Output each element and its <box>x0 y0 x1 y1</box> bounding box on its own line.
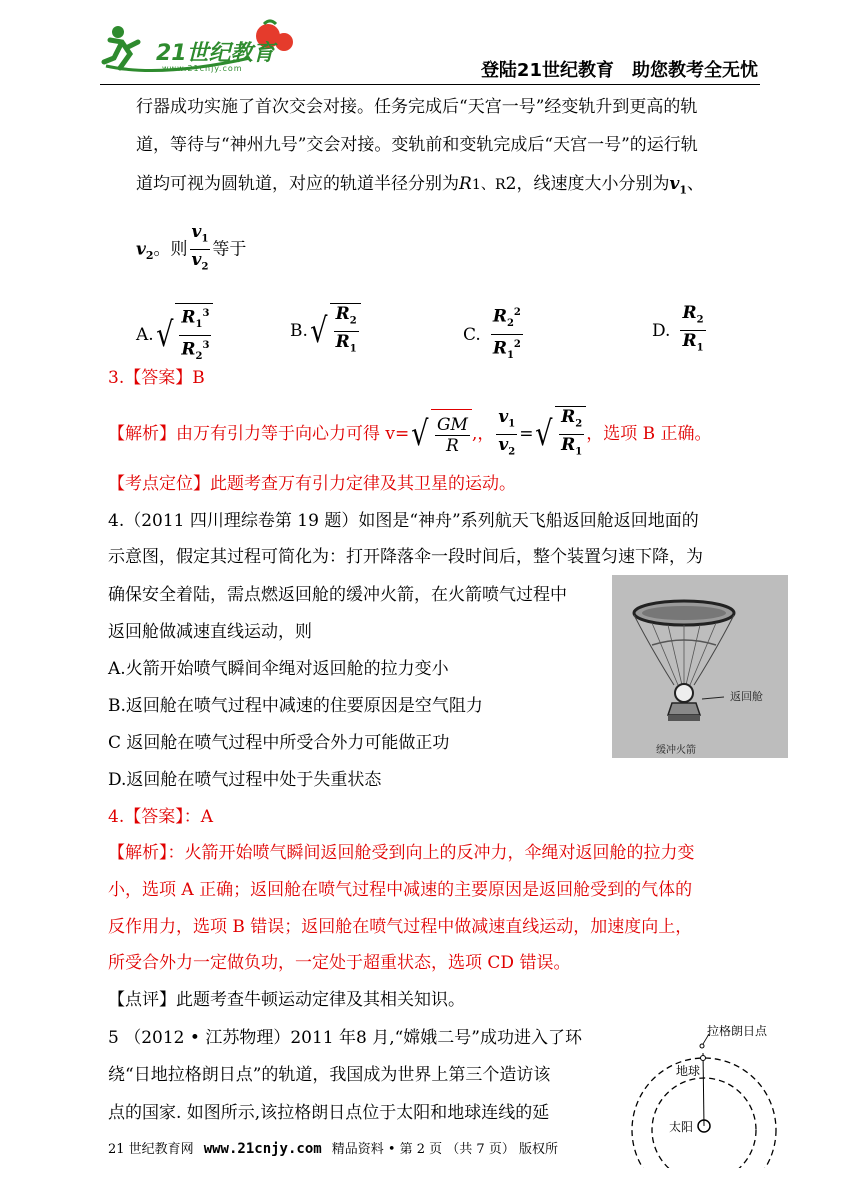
fig-label-earth: 地球 <box>676 1064 701 1078</box>
q4-analysis-line4: 所受合外力一定做负功，一定处于超重状态，选项 CD 错误。 <box>108 953 571 973</box>
fig-label-rocket: 缓冲火箭 <box>656 745 696 756</box>
parachute-diagram <box>612 575 788 758</box>
q3-option-c: C. $\frac{R_2^2}{R_1^2}$ <box>463 303 525 366</box>
q3-option-b: B. √ $\frac{R_2}{R_1}$ <box>290 303 361 360</box>
parachute-figure <box>612 575 788 758</box>
orbit-diagram <box>614 1018 784 1168</box>
q4-analysis-line2: 小，选项 A 正确；返回舱在喷气过程中减速的主要原因是返回舱受到的气体的 <box>108 880 693 900</box>
fig-label-sun: 太阳 <box>669 1120 694 1134</box>
q4-option-c: C 返回舱在喷气过程中所受合外力可能做正功 <box>108 733 450 753</box>
q3-answer: 3.【答案】B <box>108 368 205 388</box>
q4-line4: 返回舱做减速直线运动，则 <box>108 622 312 642</box>
q4-line3: 确保安全着陆，需点燃返回舱的缓冲火箭，在火箭喷气过程中 <box>108 585 567 605</box>
q4-analysis-line3: 反作用力，选项 B 错误；返回舱在喷气过程中做减速直线运动，加速度向上， <box>108 917 693 937</box>
q4-answer: 4.【答案】：A <box>108 807 213 827</box>
logo-text: 21世纪教育 <box>156 41 275 66</box>
q5-line3: 点的国家. 如图所示,该拉格朗日点位于太阳和地球连线的延 <box>108 1103 550 1123</box>
q4-option-b: B.返回舱在喷气过程中减速的住要原因是空气阻力 <box>108 696 483 716</box>
q3-line4: $v_2$。则 $\frac{v_1}{v_2}$ 等于 <box>136 222 247 273</box>
q3-line3: 道均可视为圆轨道，对应的轨道半径分别为R1、R2，线速度大小分别为$v_1$、 <box>136 174 705 197</box>
footer-left: 21 世纪教育网 <box>108 1142 194 1157</box>
page-header <box>100 18 760 85</box>
q3-keypoint: 【考点定位】此题考查万有引力定律及其卫星的运动。 <box>108 474 516 494</box>
q4-line1: 4.（2011 四川理综卷第 19 题）如图是“神舟”系列航天飞船返回舱返回地面的 <box>108 511 699 531</box>
orbit-figure <box>614 1018 784 1168</box>
q4-option-d: D.返回舱在喷气过程中处于失重状态 <box>108 770 382 790</box>
q3-option-a: A. √ $\frac{R_1^3}{R_2^3}$ <box>136 303 213 367</box>
header-title: 登陆21世纪教育 助您教考全无忧 <box>480 60 758 81</box>
q3-line2: 道，等待与“神州九号”交会对接。变轨前和变轨完成后“天宫一号”的运行轨 <box>136 135 698 155</box>
q4-analysis-line1: 【解析】：火箭开始喷气瞬间返回舱受到向上的反冲力，伞绳对返回舱的拉力变 <box>108 843 695 863</box>
footer-right: 精品资料 • 第 2 页 （共 7 页） 版权所 <box>331 1142 558 1157</box>
fig-label-capsule: 返回舱 <box>730 690 763 703</box>
q4-option-a: A.火箭开始喷气瞬间伞绳对返回舱的拉力变小 <box>108 659 449 679</box>
q4-line2: 示意图，假定其过程可简化为：打开降落伞一段时间后，整个装置匀速下降，为 <box>108 547 703 567</box>
footer-site: www.21cnjy.com <box>203 1141 322 1157</box>
q3-option-d: D. $\frac{R_2}{R_1}$ <box>652 303 704 354</box>
q4-comment: 【点评】此题考查牛顿运动定律及其相关知识。 <box>108 990 465 1010</box>
q3-analysis: 【解析】由万有引力等于向心力可得 v= √ $\frac{GM}{R}$ ,， $\frac{v_1}{v_2}$ = √ $\frac{R_2}{R_1}$ ，选项 B 正确。 <box>108 406 768 463</box>
q3-line1: 行器成功实施了首次交会对接。任务完成后“天宫一号”经变轨升到更高的轨 <box>136 97 698 117</box>
fig-label-lagrange: 拉格朗日点 <box>707 1024 768 1038</box>
logo-url: www.21cnjy.com <box>162 64 243 73</box>
q5-line2: 绕“日地拉格朗日点”的轨道，我国成为世界上第三个造访该 <box>108 1065 551 1085</box>
q5-line1: 5 （2012 • 江苏物理）2011 年8 月,“嫦娥二号”成功进入了环 <box>108 1028 582 1048</box>
page-footer <box>108 1138 558 1157</box>
